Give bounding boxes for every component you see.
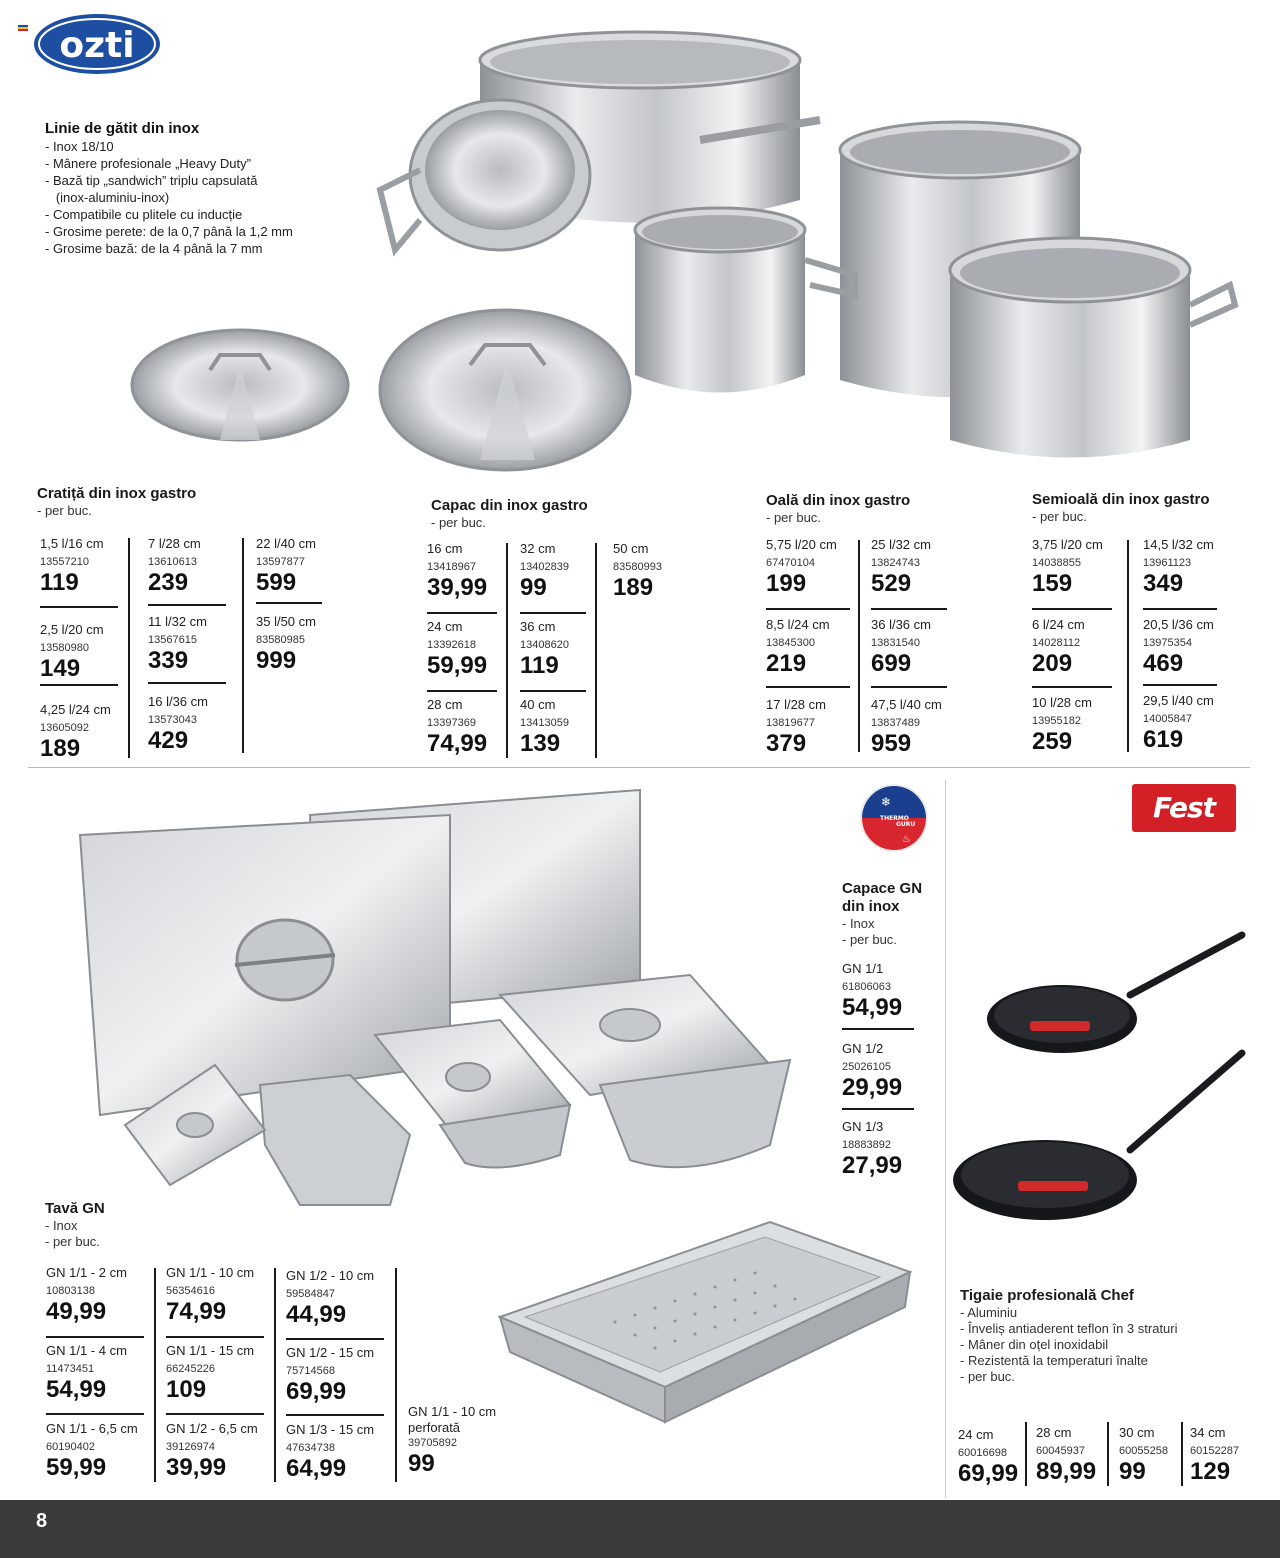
price: 239 bbox=[148, 569, 189, 596]
price-cell bbox=[46, 1421, 138, 1481]
product-code: 13557210 bbox=[40, 556, 89, 568]
price-cell bbox=[286, 1268, 374, 1328]
product-code: 60016698 bbox=[958, 1447, 1007, 1459]
product-code: 13819677 bbox=[766, 717, 815, 729]
tigaie-header bbox=[960, 1287, 1250, 1385]
price-cell bbox=[166, 1343, 254, 1403]
price-cell bbox=[427, 697, 487, 757]
price-cell bbox=[427, 619, 487, 679]
price: 999 bbox=[256, 647, 297, 674]
price: 599 bbox=[256, 569, 297, 596]
price: 349 bbox=[1143, 570, 1184, 597]
size-label: 36 cm bbox=[520, 619, 556, 634]
price: 189 bbox=[613, 574, 654, 601]
product-code: 60152287 bbox=[1190, 1445, 1239, 1457]
price-cell bbox=[842, 1119, 902, 1179]
price-cell bbox=[427, 541, 487, 601]
capace-gn-material: - Inox bbox=[842, 916, 875, 931]
product-code: 14028112 bbox=[1032, 637, 1081, 649]
fest-logo bbox=[1132, 784, 1236, 832]
product-code: 13597877 bbox=[256, 556, 305, 568]
price: 69,99 bbox=[286, 1378, 347, 1405]
size-label: 34 cm bbox=[1190, 1425, 1226, 1440]
product-code: 13402839 bbox=[520, 561, 569, 573]
price: 74,99 bbox=[427, 730, 488, 757]
tigaie-bullet: - Aluminiu bbox=[960, 1305, 1018, 1320]
product-code: 13418967 bbox=[427, 561, 476, 573]
size-label: 25 l/32 cm bbox=[871, 537, 931, 552]
product-code: 59584847 bbox=[286, 1288, 335, 1300]
capace-gn-header bbox=[842, 880, 922, 948]
price: 64,99 bbox=[286, 1455, 347, 1482]
price-cell bbox=[46, 1343, 127, 1403]
size-label: 20,5 l/36 cm bbox=[1143, 617, 1214, 632]
product-code: 13831540 bbox=[871, 637, 920, 649]
price: 159 bbox=[1032, 570, 1073, 597]
size-label: GN 1/3 bbox=[842, 1119, 884, 1134]
size-label: 5,75 l/20 cm bbox=[766, 537, 837, 552]
product-code: 47634738 bbox=[286, 1442, 335, 1454]
tigaie-title: Tigaie profesională Chef bbox=[960, 1287, 1134, 1304]
size-label: 14,5 l/32 cm bbox=[1143, 537, 1214, 552]
product-code: 60045937 bbox=[1036, 1445, 1085, 1457]
product-code: 39126974 bbox=[166, 1441, 215, 1453]
size-label: GN 1/1 - 4 cm bbox=[46, 1343, 127, 1358]
tigaie-bullet: - Rezistentă la temperaturi înalte bbox=[960, 1353, 1148, 1368]
intro-title: Linie de gătit din inox bbox=[45, 120, 200, 137]
size-label: 47,5 l/40 cm bbox=[871, 697, 942, 712]
price-cell bbox=[842, 961, 902, 1021]
gn-trays-image bbox=[70, 785, 820, 1225]
price-cell bbox=[1143, 693, 1214, 753]
size-label: GN 1/2 - 6,5 cm bbox=[166, 1421, 258, 1436]
price-cell bbox=[148, 694, 208, 754]
size-label: 8,5 l/24 cm bbox=[766, 617, 830, 632]
oala-unit: - per buc. bbox=[766, 510, 821, 525]
price-cell bbox=[520, 619, 569, 679]
price-cell bbox=[520, 541, 569, 601]
size-label: 29,5 l/40 cm bbox=[1143, 693, 1214, 708]
price: 209 bbox=[1032, 650, 1073, 677]
product-code: 13567615 bbox=[148, 634, 197, 646]
product-code: 13975354 bbox=[1143, 637, 1192, 649]
size-label: 7 l/28 cm bbox=[148, 536, 201, 551]
price-cell bbox=[40, 622, 104, 682]
size-label: 24 cm bbox=[427, 619, 463, 634]
product-code: 13605092 bbox=[40, 722, 89, 734]
price: 119 bbox=[520, 652, 559, 679]
size-label: GN 1/1 - 2 cm bbox=[46, 1265, 127, 1280]
svg-text:♨: ♨ bbox=[902, 834, 911, 845]
tava-header bbox=[45, 1200, 105, 1250]
size-label: 36 l/36 cm bbox=[871, 617, 931, 632]
price-cell bbox=[1032, 537, 1103, 597]
price: 59,99 bbox=[427, 652, 488, 679]
product-code: 13397369 bbox=[427, 717, 476, 729]
price-cell bbox=[40, 536, 104, 596]
size-label: 1,5 l/16 cm bbox=[40, 536, 104, 551]
price: 49,99 bbox=[46, 1298, 107, 1325]
size-label: GN 1/3 - 15 cm bbox=[286, 1422, 375, 1437]
price: 469 bbox=[1143, 650, 1184, 677]
size-label: 4,25 l/24 cm bbox=[40, 702, 111, 717]
price-cell bbox=[166, 1421, 258, 1481]
cratita-title: Cratiță din inox gastro bbox=[37, 485, 197, 502]
intro-bullet: (inox-aluminiu-inox) bbox=[45, 190, 170, 205]
product-code: 13610613 bbox=[148, 556, 197, 568]
product-code: 75714568 bbox=[286, 1365, 335, 1377]
price-cell bbox=[148, 536, 201, 596]
frying-pans-image bbox=[950, 925, 1250, 1225]
semioala-header bbox=[1032, 491, 1210, 525]
price: 959 bbox=[871, 730, 912, 757]
product-code: 66245226 bbox=[166, 1363, 215, 1375]
price-cell bbox=[256, 614, 316, 674]
price: 69,99 bbox=[958, 1460, 1019, 1487]
price: 99 bbox=[408, 1450, 435, 1477]
size-label: GN 1/1 - 6,5 cm bbox=[46, 1421, 138, 1436]
price: 339 bbox=[148, 647, 189, 674]
cratita-unit: - per buc. bbox=[37, 503, 92, 518]
intro-bullet: - Grosime bază: de la 4 până la 7 mm bbox=[45, 241, 263, 256]
size-label: 11 l/32 cm bbox=[148, 614, 208, 629]
price: 44,99 bbox=[286, 1301, 347, 1328]
price-cell bbox=[40, 702, 111, 762]
product-code: 83580985 bbox=[256, 634, 305, 646]
product-code: 13413059 bbox=[520, 717, 569, 729]
product-code: 60190402 bbox=[46, 1441, 95, 1453]
size-label: 16 l/36 cm bbox=[148, 694, 208, 709]
price-cell-perforated bbox=[408, 1404, 496, 1477]
size-label: 28 cm bbox=[427, 697, 463, 712]
page-number: 8 bbox=[36, 1510, 48, 1532]
size-label: 10 l/28 cm bbox=[1032, 695, 1092, 710]
tava-unit: - per buc. bbox=[45, 1234, 100, 1249]
size-label: 40 cm bbox=[520, 697, 556, 712]
price-cell bbox=[1143, 537, 1214, 597]
capace-gn-title-1: Capace GN bbox=[842, 880, 923, 897]
product-code: 13408620 bbox=[520, 639, 569, 651]
badge-text-2: GURU bbox=[896, 821, 916, 828]
product-code: 25026105 bbox=[842, 1061, 891, 1073]
perforated-tray-image bbox=[495, 1212, 915, 1432]
product-code: 13573043 bbox=[148, 714, 197, 726]
size-label: GN 1/2 - 15 cm bbox=[286, 1345, 375, 1360]
column-divider bbox=[945, 780, 946, 1498]
size-label: 17 l/28 cm bbox=[766, 697, 826, 712]
price-cell bbox=[871, 697, 942, 757]
tava-title: Tavă GN bbox=[45, 1200, 105, 1217]
section-divider bbox=[28, 767, 1250, 768]
size-label: 30 cm bbox=[1119, 1425, 1155, 1440]
price-cell bbox=[286, 1345, 374, 1405]
product-code: 13837489 bbox=[871, 717, 920, 729]
price-cell bbox=[958, 1427, 1018, 1487]
price: 619 bbox=[1143, 726, 1184, 753]
price: 39,99 bbox=[427, 574, 488, 601]
semioala-unit: - per buc. bbox=[1032, 509, 1087, 524]
price-cell bbox=[148, 614, 207, 674]
capac-unit: - per buc. bbox=[431, 515, 486, 530]
price: 99 bbox=[1119, 1458, 1146, 1485]
thermo-guru-badge bbox=[860, 784, 928, 852]
capac-header bbox=[431, 497, 588, 531]
price: 259 bbox=[1032, 728, 1073, 755]
size-label: 6 l/24 cm bbox=[1032, 617, 1085, 632]
price-cell bbox=[842, 1041, 902, 1101]
capace-gn-unit: - per buc. bbox=[842, 932, 897, 947]
price: 89,99 bbox=[1036, 1458, 1097, 1485]
product-code: 11473451 bbox=[46, 1363, 95, 1375]
badge-text-1: THERMO bbox=[880, 815, 909, 822]
price-cell bbox=[520, 697, 569, 757]
product-code: 10803138 bbox=[46, 1285, 95, 1297]
size-label: 35 l/50 cm bbox=[256, 614, 316, 629]
price: 379 bbox=[766, 730, 807, 757]
product-code: 18883892 bbox=[842, 1139, 891, 1151]
price-cell bbox=[1190, 1425, 1239, 1485]
price-cell bbox=[1036, 1425, 1096, 1485]
tava-material: - Inox bbox=[45, 1218, 78, 1233]
cratita-header bbox=[37, 485, 196, 519]
price-cell bbox=[1032, 695, 1092, 755]
product-code: 13392618 bbox=[427, 639, 476, 651]
size-label: 32 cm bbox=[520, 541, 556, 556]
tigaie-bullet: - Înveliș antiaderent teflon în 3 straturi bbox=[960, 1321, 1178, 1336]
price: 74,99 bbox=[166, 1298, 227, 1325]
size-label: 3,75 l/20 cm bbox=[1032, 537, 1103, 552]
price: 429 bbox=[148, 727, 189, 754]
product-code: 13845300 bbox=[766, 637, 815, 649]
size-label: GN 1/1 - 10 cm bbox=[166, 1265, 255, 1280]
page-footer bbox=[0, 1500, 1280, 1558]
product-code: 56354616 bbox=[166, 1285, 215, 1297]
product-code: 13955182 bbox=[1032, 715, 1081, 727]
price-cell bbox=[166, 1265, 254, 1325]
product-code: 14038855 bbox=[1032, 557, 1081, 569]
oala-header bbox=[766, 492, 910, 526]
price: 54,99 bbox=[46, 1376, 107, 1403]
price: 529 bbox=[871, 570, 912, 597]
gn-pan-1-6 bbox=[260, 1075, 410, 1205]
price-cell bbox=[46, 1265, 127, 1325]
size-label: 50 cm bbox=[613, 541, 649, 556]
intro-bullet: - Compatibile cu plitele cu inducție bbox=[45, 207, 243, 222]
price-cell bbox=[871, 617, 931, 677]
intro-bullet: - Inox 18/10 bbox=[45, 139, 114, 154]
price: 99 bbox=[520, 574, 547, 601]
intro-bullet: - Mânere profesionale „Heavy Duty” bbox=[45, 156, 251, 171]
price: 39,99 bbox=[166, 1454, 227, 1481]
size-label: GN 1/2 bbox=[842, 1041, 884, 1056]
size-label: GN 1/1 - 15 cm bbox=[166, 1343, 255, 1358]
price: 129 bbox=[1190, 1458, 1231, 1485]
size-label: GN 1/1 - 10 cm bbox=[408, 1404, 497, 1419]
price-cell bbox=[766, 617, 830, 677]
intro-bullet: - Grosime perete: de la 0,7 până la 1,2 mm bbox=[45, 224, 293, 239]
product-code: 83580993 bbox=[613, 561, 662, 573]
price-cell bbox=[256, 536, 316, 596]
logo-text: ozti bbox=[59, 25, 135, 66]
price-cell bbox=[1143, 617, 1214, 677]
fest-logo-text: Fest bbox=[1153, 791, 1215, 824]
price: 199 bbox=[766, 570, 807, 597]
product-code: 60055258 bbox=[1119, 1445, 1168, 1457]
price: 119 bbox=[40, 569, 79, 596]
cookware-set-image bbox=[120, 20, 1250, 470]
size-label: GN 1/1 bbox=[842, 961, 884, 976]
size-label: 28 cm bbox=[1036, 1425, 1072, 1440]
price-cell bbox=[286, 1422, 374, 1482]
capace-gn-title-2: din inox bbox=[842, 898, 900, 915]
product-code: 67470104 bbox=[766, 557, 815, 569]
product-code: 13580980 bbox=[40, 642, 89, 654]
tigaie-bullet: - Mâner din oțel inoxidabil bbox=[960, 1337, 1109, 1352]
price-cell bbox=[766, 537, 837, 597]
oala-title: Oală din inox gastro bbox=[766, 492, 911, 509]
price: 59,99 bbox=[46, 1454, 107, 1481]
product-code: 61806063 bbox=[842, 981, 891, 993]
tigaie-bullet: - per buc. bbox=[960, 1369, 1015, 1384]
price: 189 bbox=[40, 735, 81, 762]
product-code: 14005847 bbox=[1143, 713, 1192, 725]
intro-bullet: - Bază tip „sandwich” triplu capsulată bbox=[45, 173, 258, 188]
price: 699 bbox=[871, 650, 912, 677]
price: 54,99 bbox=[842, 994, 903, 1021]
product-code: 13824743 bbox=[871, 557, 920, 569]
price: 109 bbox=[166, 1376, 207, 1403]
size-label: GN 1/2 - 10 cm bbox=[286, 1268, 375, 1283]
price-cell bbox=[766, 697, 826, 757]
price-cell bbox=[1032, 617, 1085, 677]
size-label-extra: perforată bbox=[408, 1420, 461, 1435]
svg-text:❄: ❄ bbox=[881, 795, 892, 809]
semioala-title: Semioală din inox gastro bbox=[1032, 491, 1210, 508]
size-label: 22 l/40 cm bbox=[256, 536, 316, 551]
price-cell bbox=[871, 537, 931, 597]
product-code: 13961123 bbox=[1143, 557, 1192, 569]
size-label: 24 cm bbox=[958, 1427, 994, 1442]
medium-pot-body bbox=[635, 230, 805, 393]
size-label: 2,5 l/20 cm bbox=[40, 622, 104, 637]
price: 29,99 bbox=[842, 1074, 903, 1101]
price: 149 bbox=[40, 655, 81, 682]
price: 27,99 bbox=[842, 1152, 903, 1179]
language-flag-icon bbox=[18, 18, 28, 24]
price: 139 bbox=[520, 730, 561, 757]
price-cell bbox=[1119, 1425, 1168, 1485]
capac-title: Capac din inox gastro bbox=[431, 497, 588, 514]
size-label: 16 cm bbox=[427, 541, 463, 556]
price-cell bbox=[613, 541, 662, 601]
price: 219 bbox=[766, 650, 807, 677]
product-code: 39705892 bbox=[408, 1437, 457, 1449]
